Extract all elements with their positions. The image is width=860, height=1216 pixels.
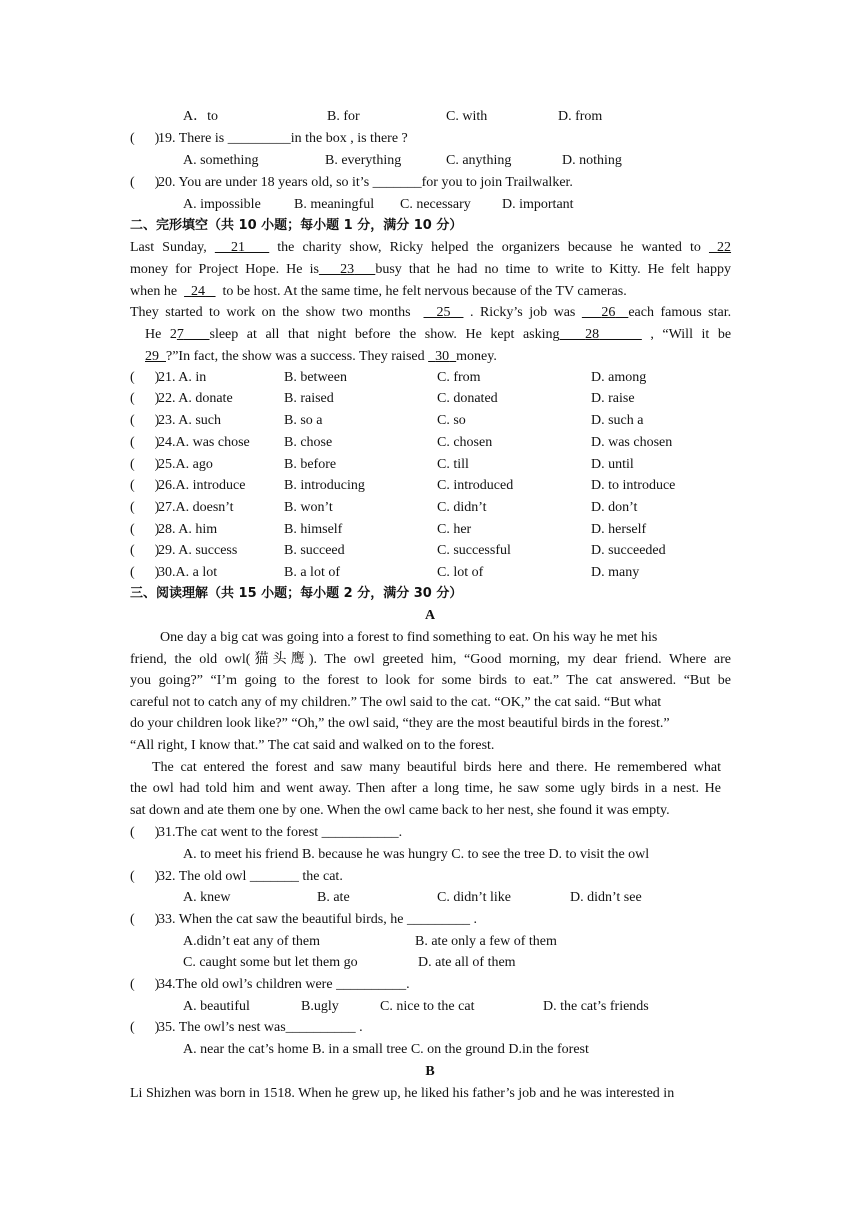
q32-option-b: B. ate [317, 890, 350, 905]
cloze-line-6: 29 ?”In fact, the show was a success. They raised 30 money. [145, 349, 497, 364]
cloze-question-option-b: B. succeed [284, 543, 345, 558]
q31-options: A. to meet his friend B. because he was hungry C. to see the tree D. to visit the owl [183, 847, 650, 862]
cloze-question-option-a: 24.A. was chose [158, 435, 250, 450]
cloze-question-option-b: B. a lot of [284, 565, 340, 580]
cloze-question-option-a: 21. A. in [158, 370, 207, 385]
cloze-question-option-a: 28. A. him [158, 522, 218, 537]
q32-option-c: C. didn’t like [437, 890, 512, 905]
passage-b-line: Li Shizhen was born in 1518. When he grew up, he liked his father’s job and he was interested in [130, 1086, 675, 1101]
q35-options: A. near the cat’s home B. in a small tree C. on the ground D.in the forest [183, 1042, 589, 1057]
q34-stem: 34.The old owl’s children were __________. [158, 977, 410, 992]
cloze-question-option-d: D. don’t [591, 500, 638, 515]
cloze-question-option-c: C. lot of [437, 565, 484, 580]
q34-option-a: A. beautiful [183, 999, 250, 1014]
cloze-question-option-d: D. was chosen [591, 435, 673, 450]
q18-option-c: C. with [446, 109, 488, 124]
cloze-line-3: when he 24 to be host. At the same time, he felt nervous because of the TV cameras. [130, 284, 627, 299]
cloze-question-option-a: 26.A. introduce [158, 478, 246, 493]
cloze-question-option-b: B. won’t [284, 500, 333, 515]
q35-stem: 35. The owl’s nest was__________ . [158, 1020, 363, 1035]
q33-option-c: C. caught some but let them go [183, 955, 358, 970]
q31-answer-paren[interactable]: ( ) [130, 825, 160, 840]
cloze-question-option-c: C. her [437, 522, 472, 537]
q20-option-c: C. necessary [400, 197, 471, 212]
q35-answer-paren[interactable]: ( ) [130, 1020, 160, 1035]
q19-option-b: B. everything [325, 153, 402, 168]
q33-option-d: D. ate all of them [418, 955, 516, 970]
q19-option-a: A. something [183, 153, 259, 168]
cloze-question-option-d: D. among [591, 370, 647, 385]
q33-stem: 33. When the cat saw the beautiful birds, he _________ . [158, 912, 477, 927]
cloze-answer-paren[interactable]: ( ) [130, 478, 160, 493]
cloze-answer-paren[interactable]: ( ) [130, 543, 160, 558]
cloze-question-option-d: D. to introduce [591, 478, 676, 493]
passage-a-line: friend, the old owl(猫头鹰). The owl greeted him, “Good morning, my dear friend. Where are [130, 652, 731, 667]
cloze-question-option-c: C. didn’t [437, 500, 487, 515]
q20-stem: 20. You are under 18 years old, so it’s _______for you to join Trailwalker. [158, 175, 573, 190]
cloze-answer-paren[interactable]: ( ) [130, 370, 160, 385]
cloze-question-option-b: B. raised [284, 391, 334, 406]
cloze-answer-paren[interactable]: ( ) [130, 435, 160, 450]
q32-option-a: A. knew [183, 890, 231, 905]
cloze-question-option-c: C. till [437, 457, 469, 472]
cloze-question-option-c: C. chosen [437, 435, 493, 450]
section-3-heading: 三、阅读理解（共 15 小题；每小题 2 分，满分 30 分） [130, 586, 463, 601]
q18-option-b: B. for [327, 109, 360, 124]
cloze-question-option-a: 30.A. a lot [158, 565, 218, 580]
cloze-question-option-b: B. himself [284, 522, 343, 537]
q34-answer-paren[interactable]: ( ) [130, 977, 160, 992]
passage-b-title: B [425, 1064, 435, 1079]
section-2-heading: 二、完形填空（共 10 小题；每小题 1 分，满分 10 分） [130, 218, 463, 233]
cloze-question-option-b: B. before [284, 457, 337, 472]
q33-option-b: B. ate only a few of them [415, 934, 557, 949]
cloze-answer-paren[interactable]: ( ) [130, 522, 160, 537]
cloze-question-option-c: C. so [437, 413, 466, 428]
cloze-question-option-a: 23. A. such [158, 413, 221, 428]
q19-stem: 19. There is _________in the box , is there ? [158, 131, 408, 146]
cloze-question-option-a: 27.A. doesn’t [158, 500, 234, 515]
q33-answer-paren[interactable]: ( ) [130, 912, 160, 927]
cloze-line-2: money for Project Hope. He is 23 busy that he had no time to write to Kitty. He felt happy [130, 262, 731, 277]
cloze-answer-paren[interactable]: ( ) [130, 457, 160, 472]
passage-a-line: One day a big cat was going into a forest to find something to eat. On his way he met his [160, 630, 658, 645]
q34-option-d: D. the cat’s friends [543, 999, 649, 1014]
q32-answer-paren[interactable]: ( ) [130, 869, 160, 884]
cloze-answer-paren[interactable]: ( ) [130, 413, 160, 428]
q20-option-d: D. important [502, 197, 574, 212]
q20-answer-paren[interactable]: ( ) [130, 175, 160, 190]
cloze-question-option-a: 25.A. ago [158, 457, 213, 472]
cloze-question-option-d: D. raise [591, 391, 635, 406]
q32-option-d: D. didn’t see [570, 890, 642, 905]
cloze-question-option-b: B. between [284, 370, 347, 385]
q32-stem: 32. The old owl _______ the cat. [158, 869, 343, 884]
passage-a-line: “All right, I know that.” The cat said and walked on to the forest. [130, 738, 495, 753]
q20-option-b: B. meaningful [294, 197, 375, 212]
q19-option-c: C. anything [446, 153, 512, 168]
cloze-question-option-a: 29. A. success [158, 543, 238, 558]
passage-a-line: you going?” “I’m going to the forest to look for some birds to eat.” The cat answered. “But be [130, 673, 731, 688]
cloze-question-option-c: C. successful [437, 543, 511, 558]
cloze-question-option-c: C. introduced [437, 478, 514, 493]
cloze-answer-paren[interactable]: ( ) [130, 565, 160, 580]
q34-option-c: C. nice to the cat [380, 999, 475, 1014]
passage-a-line: the owl had told him and went away. Then after a long time, he saw some ugly birds in a nest. He [130, 781, 721, 796]
passage-a-line: The cat entered the forest and saw many beautiful birds here and there. He remembered what [152, 760, 721, 775]
cloze-line-1: Last Sunday, 21 the charity show, Ricky helped the organizers because he wanted to 22 [130, 240, 732, 255]
q34-option-b: B.ugly [301, 999, 339, 1014]
cloze-question-option-d: D. such a [591, 413, 644, 428]
cloze-question-option-d: D. until [591, 457, 634, 472]
cloze-question-option-b: B. chose [284, 435, 333, 450]
q31-stem: 31.The cat went to the forest ___________. [158, 825, 403, 840]
cloze-answer-paren[interactable]: ( ) [130, 391, 160, 406]
cloze-question-option-d: D. herself [591, 522, 647, 537]
cloze-question-option-c: C. donated [437, 391, 498, 406]
passage-a-line: careful not to catch any of my children.” The owl said to the cat. “OK,” the cat said. “But what [130, 695, 662, 710]
q19-answer-paren[interactable]: ( ) [130, 131, 160, 146]
cloze-line-4: They started to work on the show two months 25 . Ricky’s job was 26 each famous star. [130, 305, 732, 320]
q20-option-a: A. impossible [183, 197, 261, 212]
cloze-question-option-c: C. from [437, 370, 481, 385]
cloze-question-option-a: 22. A. donate [158, 391, 233, 406]
q18-option-d: D. from [558, 109, 603, 124]
cloze-question-option-b: B. introducing [284, 478, 365, 493]
passage-a-line: sat down and ate them one by one. When the owl came back to her nest, she found it was empty. [130, 803, 670, 818]
cloze-line-5: He 27 sleep at all that night before the show. He kept asking 28 , “Will it be [145, 327, 732, 342]
passage-a-line: do your children look like?” “Oh,” the owl said, “they are the most beautiful birds in the forest.” [130, 716, 670, 731]
cloze-question-option-b: B. so a [284, 413, 323, 428]
passage-a-title: A [424, 608, 436, 623]
cloze-question-option-d: D. many [591, 565, 640, 580]
q18-option-a: A．to [183, 109, 218, 124]
cloze-question-option-d: D. succeeded [591, 543, 666, 558]
q33-option-a: A.didn’t eat any of them [183, 934, 320, 949]
cloze-answer-paren[interactable]: ( ) [130, 500, 160, 515]
q19-option-d: D. nothing [562, 153, 622, 168]
